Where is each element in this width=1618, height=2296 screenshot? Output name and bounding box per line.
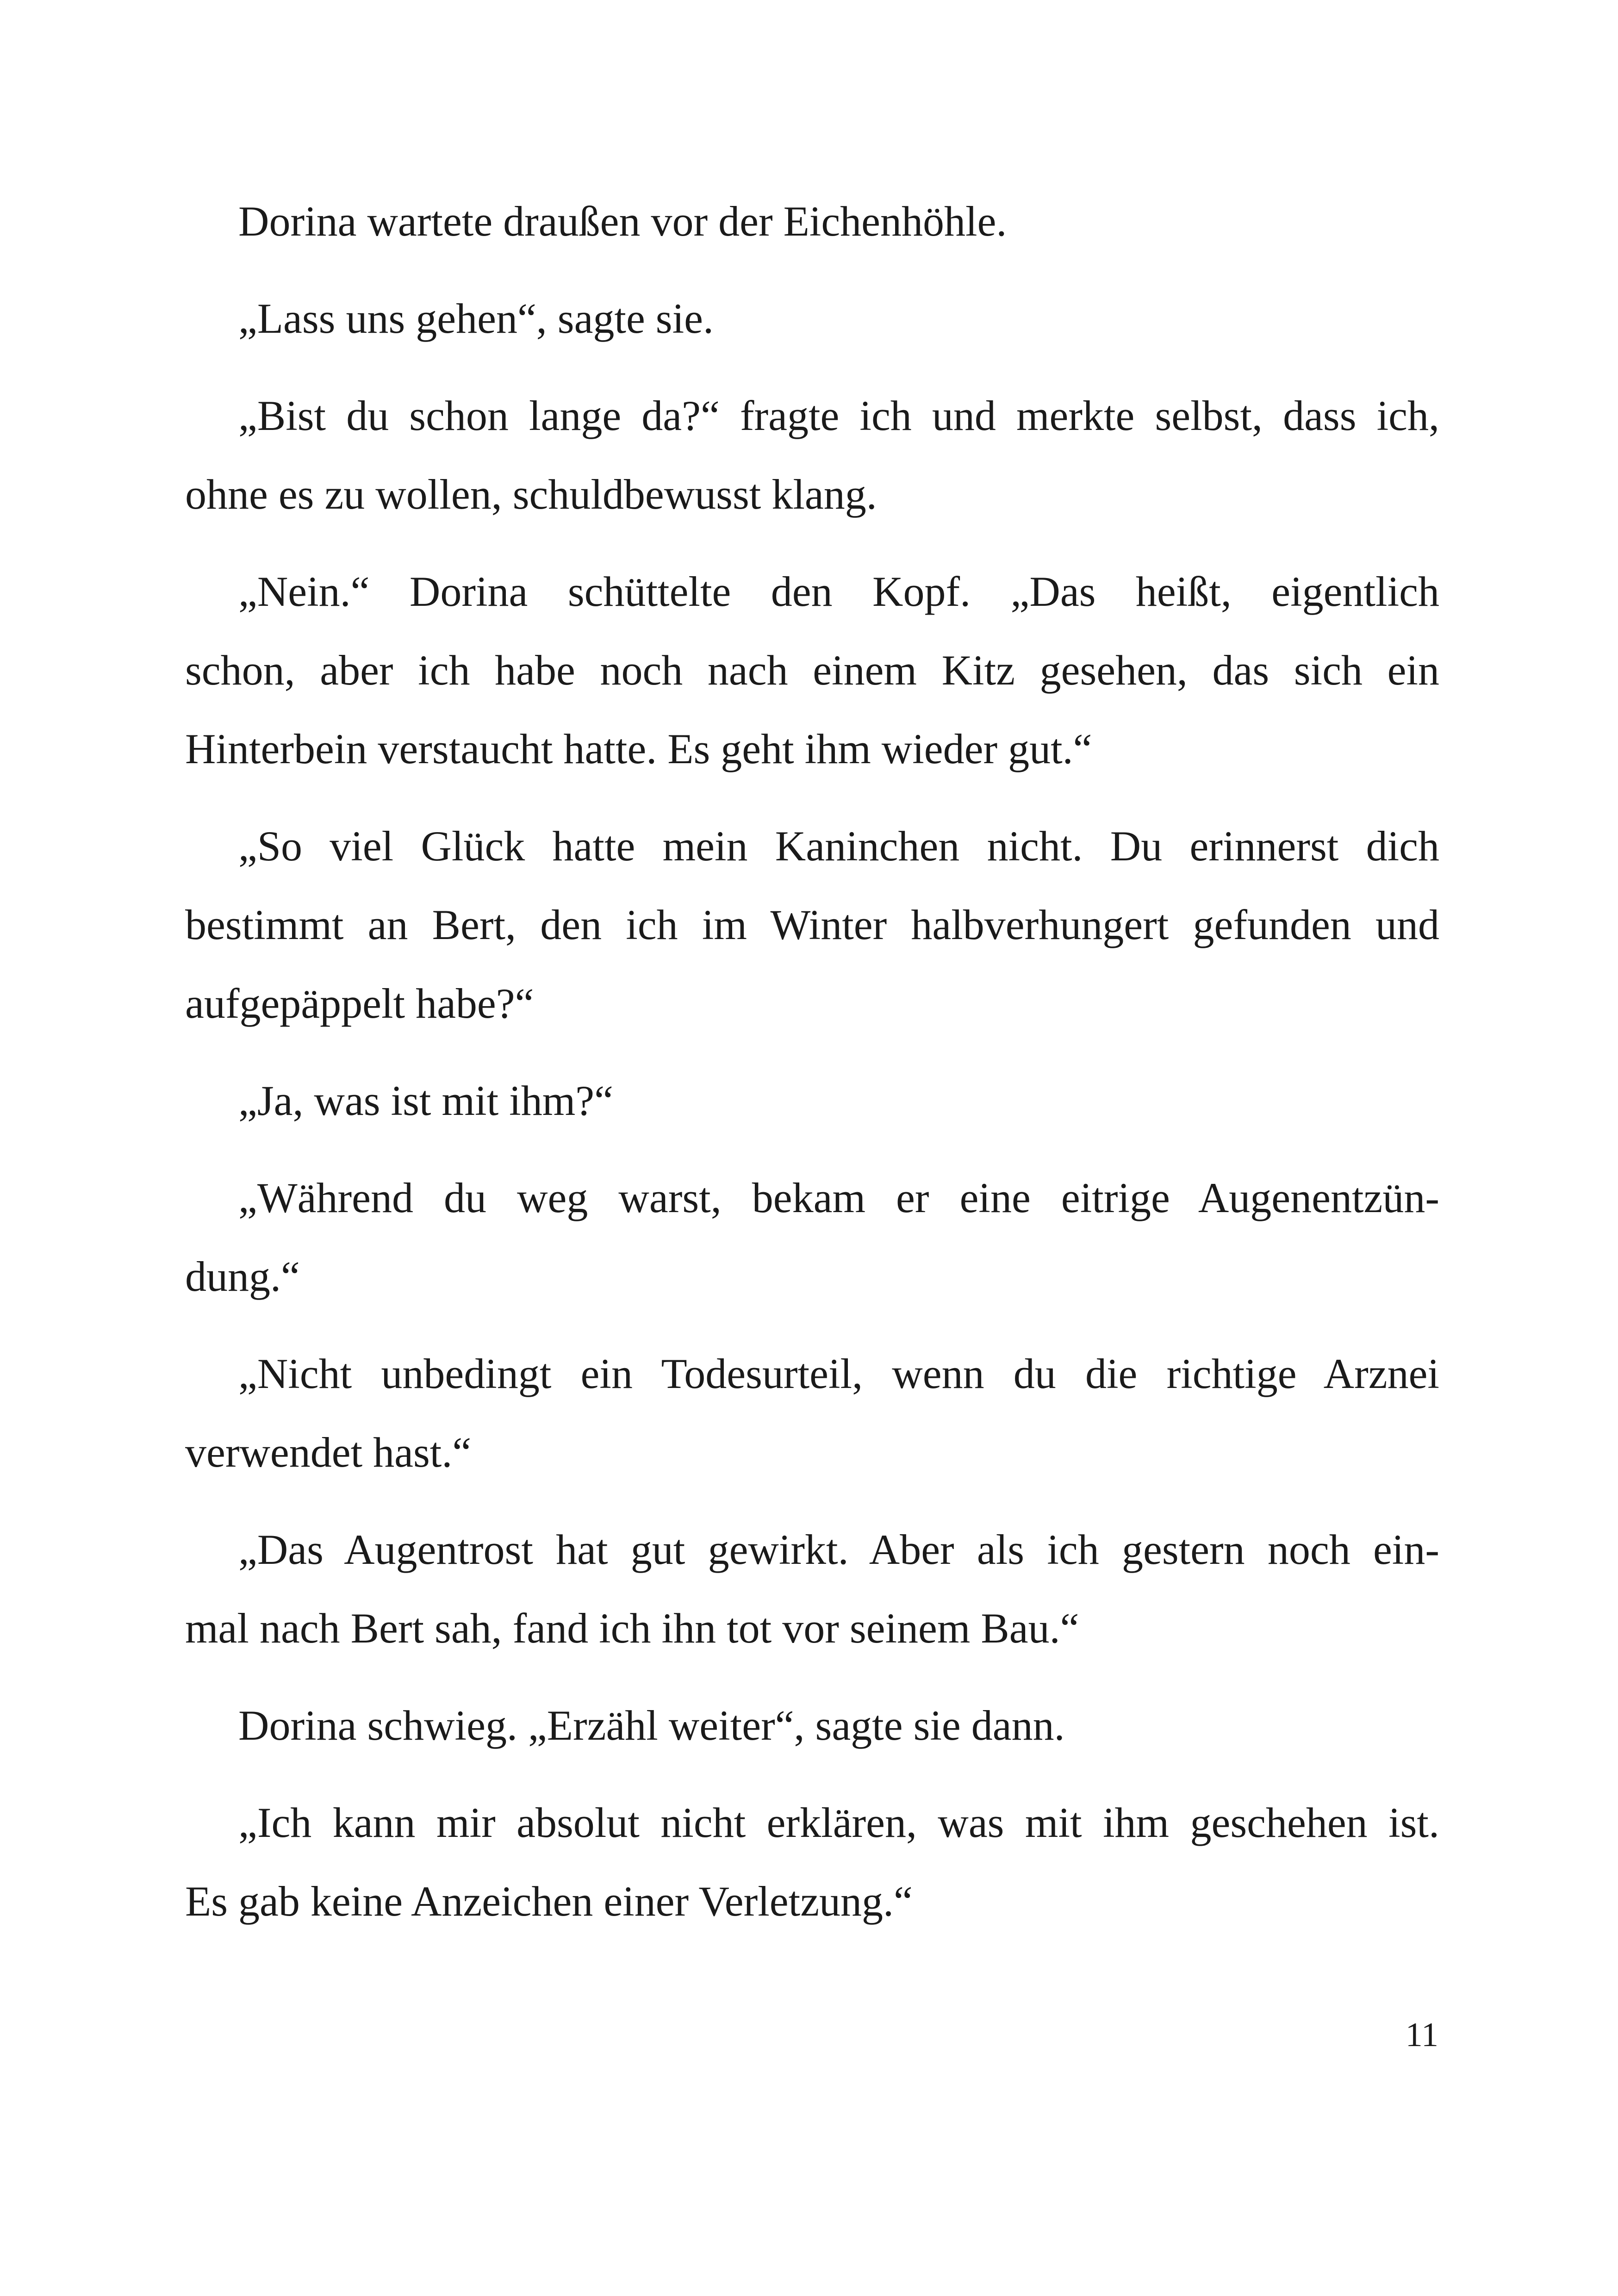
text-line: aufgepäppelt habe?“: [185, 980, 534, 1027]
text-line: ohne es zu wollen, schuldbewusst klang.: [185, 471, 877, 518]
text-line: „Lass uns gehen“, sagte sie.: [238, 295, 714, 342]
text-line: Dorina schwieg. „Erzähl weiter“, sagte sie dann.: [238, 1702, 1065, 1749]
page-number: 11: [1405, 2016, 1438, 2054]
text-line: „Nein.“ Dorina schüttelte den Kopf. „Das heißt, eigentlich: [238, 568, 1439, 615]
text-line: „Nicht unbedingt ein Todesurteil, wenn du die richtige Arznei: [238, 1350, 1439, 1397]
text-line: dung.“: [185, 1253, 300, 1300]
text-line: bestimmt an Bert, den ich im Winter halbverhungert gefunden und: [185, 901, 1439, 948]
text-line: mal nach Bert sah, fand ich ihn tot vor seinem Bau.“: [185, 1605, 1079, 1652]
text-line: „Ich kann mir absolut nicht erklären, was mit ihm geschehen ist.: [238, 1799, 1439, 1846]
text-line: verwendet hast.“: [185, 1429, 472, 1476]
text-line: „So viel Glück hatte mein Kaninchen nicht. Du erinnerst dich: [238, 822, 1439, 870]
text-line: Hinterbein verstaucht hatte. Es geht ihm wieder gut.“: [185, 725, 1092, 772]
text-line: Dorina wartete draußen vor der Eichenhöhle.: [238, 198, 1007, 245]
text-line: Es gab keine Anzeichen einer Verletzung.“: [185, 1878, 913, 1925]
text-line: „Während du weg warst, bekam er eine eitrige Augenentzün-: [238, 1174, 1439, 1221]
text-line: „Ja, was ist mit ihm?“: [238, 1077, 613, 1124]
text-line: „Das Augentrost hat gut gewirkt. Aber als ich gestern noch ein-: [238, 1526, 1439, 1573]
text-line: schon, aber ich habe noch nach einem Kitz gesehen, das sich ein: [185, 647, 1439, 694]
text-line: „Bist du schon lange da?“ fragte ich und merkte selbst, dass ich,: [238, 392, 1439, 439]
